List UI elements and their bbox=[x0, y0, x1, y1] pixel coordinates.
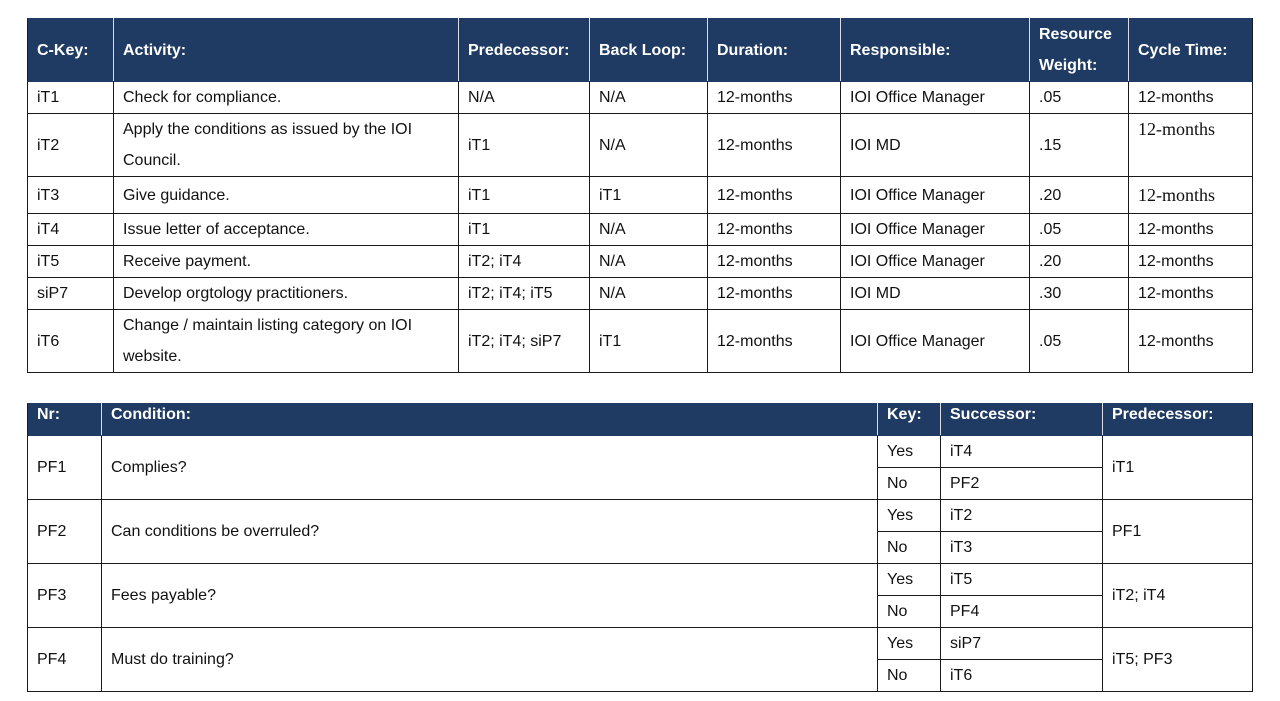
cell-backloop: iT1 bbox=[590, 177, 708, 214]
cell-successor-yes: siP7 bbox=[941, 628, 1103, 660]
cell-ckey: iT5 bbox=[28, 246, 114, 278]
cell-successor-no: iT3 bbox=[941, 532, 1103, 564]
header-key: Key: bbox=[878, 404, 941, 436]
header-duration: Duration: bbox=[708, 19, 841, 82]
cell-successor-yes: iT2 bbox=[941, 500, 1103, 532]
cell-duration: 12-months bbox=[708, 278, 841, 310]
header-responsible: Responsible: bbox=[841, 19, 1030, 82]
cell-predecessor: iT2; iT4 bbox=[1103, 564, 1253, 628]
task-table bbox=[27, 18, 1253, 373]
table-row bbox=[28, 114, 1253, 177]
cell-condition: Complies? bbox=[102, 436, 878, 500]
cell-predecessor: iT2; iT4; iT5 bbox=[459, 278, 590, 310]
cell-key-no: No bbox=[878, 596, 941, 628]
cell-duration: 12-months bbox=[708, 214, 841, 246]
cell-activity: Give guidance. bbox=[114, 177, 459, 214]
cell-ckey: iT2 bbox=[28, 114, 114, 177]
cell-responsible: IOI Office Manager bbox=[841, 177, 1030, 214]
cell-key-no: No bbox=[878, 532, 941, 564]
cell-key-yes: Yes bbox=[878, 564, 941, 596]
cell-cycle: 12-months bbox=[1129, 177, 1253, 214]
cell-cycle: 12-months bbox=[1129, 114, 1253, 177]
cell-successor-no: PF4 bbox=[941, 596, 1103, 628]
header-activity: Activity: bbox=[114, 19, 459, 82]
cell-cycle: 12-months bbox=[1129, 246, 1253, 278]
cell-predecessor: iT5; PF3 bbox=[1103, 628, 1253, 692]
table-row bbox=[28, 564, 1253, 596]
table-row bbox=[28, 177, 1253, 214]
cell-key-yes: Yes bbox=[878, 436, 941, 468]
header-cycle: Cycle Time: bbox=[1129, 19, 1253, 82]
cell-weight: .05 bbox=[1030, 214, 1129, 246]
cell-nr: PF1 bbox=[28, 436, 102, 500]
header-nr: Nr: bbox=[28, 404, 102, 436]
cell-cycle: 12-months bbox=[1129, 278, 1253, 310]
cell-condition: Fees payable? bbox=[102, 564, 878, 628]
cell-predecessor: iT2; iT4 bbox=[459, 246, 590, 278]
table-row bbox=[28, 500, 1253, 532]
cell-backloop: N/A bbox=[590, 114, 708, 177]
cell-successor-no: PF2 bbox=[941, 468, 1103, 500]
cell-successor-no: iT6 bbox=[941, 660, 1103, 692]
cell-weight: .20 bbox=[1030, 177, 1129, 214]
cell-duration: 12-months bbox=[708, 114, 841, 177]
table-row bbox=[28, 246, 1253, 278]
cell-nr: PF2 bbox=[28, 500, 102, 564]
cell-activity: Check for compliance. bbox=[114, 82, 459, 114]
cell-duration: 12-months bbox=[708, 246, 841, 278]
cell-weight: .30 bbox=[1030, 278, 1129, 310]
header-weight: Resource Weight: bbox=[1030, 19, 1129, 82]
cell-cycle: 12-months bbox=[1129, 310, 1253, 373]
header-backloop: Back Loop: bbox=[590, 19, 708, 82]
cell-key-yes: Yes bbox=[878, 500, 941, 532]
cell-responsible: IOI MD bbox=[841, 278, 1030, 310]
cell-key-yes: Yes bbox=[878, 628, 941, 660]
table-row bbox=[28, 214, 1253, 246]
cell-responsible: IOI Office Manager bbox=[841, 246, 1030, 278]
cell-ckey: iT1 bbox=[28, 82, 114, 114]
cell-predecessor: PF1 bbox=[1103, 500, 1253, 564]
cell-responsible: IOI Office Manager bbox=[841, 82, 1030, 114]
header-successor: Successor: bbox=[941, 404, 1103, 436]
cell-activity: Change / maintain listing category on IOI website. bbox=[114, 310, 459, 373]
header-ckey: C-Key: bbox=[28, 19, 114, 82]
cell-duration: 12-months bbox=[708, 177, 841, 214]
cell-condition: Must do training? bbox=[102, 628, 878, 692]
header-condition: Condition: bbox=[102, 404, 878, 436]
cell-nr: PF4 bbox=[28, 628, 102, 692]
cell-key-no: No bbox=[878, 468, 941, 500]
condition-table bbox=[27, 403, 1253, 692]
cell-activity: Apply the conditions as issued by the IOI Council. bbox=[114, 114, 459, 177]
cell-ckey: iT6 bbox=[28, 310, 114, 373]
cell-backloop: iT1 bbox=[590, 310, 708, 373]
cell-predecessor: iT1 bbox=[1103, 436, 1253, 500]
table-row bbox=[28, 436, 1253, 468]
cell-condition: Can conditions be overruled? bbox=[102, 500, 878, 564]
cell-activity: Receive payment. bbox=[114, 246, 459, 278]
table-row bbox=[28, 82, 1253, 114]
cell-predecessor: iT2; iT4; siP7 bbox=[459, 310, 590, 373]
cell-nr: PF3 bbox=[28, 564, 102, 628]
cell-backloop: N/A bbox=[590, 278, 708, 310]
cell-predecessor: N/A bbox=[459, 82, 590, 114]
cell-weight: .05 bbox=[1030, 310, 1129, 373]
condition-header-row bbox=[28, 404, 1253, 436]
table-row bbox=[28, 310, 1253, 373]
cell-responsible: IOI Office Manager bbox=[841, 310, 1030, 373]
cell-activity: Issue letter of acceptance. bbox=[114, 214, 459, 246]
header-predecessor: Predecessor: bbox=[459, 19, 590, 82]
cell-weight: .05 bbox=[1030, 82, 1129, 114]
header-cond-predecessor: Predecessor: bbox=[1103, 404, 1253, 436]
cell-predecessor: iT1 bbox=[459, 177, 590, 214]
table-row bbox=[28, 278, 1253, 310]
cell-ckey: iT4 bbox=[28, 214, 114, 246]
cell-backloop: N/A bbox=[590, 214, 708, 246]
cell-weight: .15 bbox=[1030, 114, 1129, 177]
cell-weight: .20 bbox=[1030, 246, 1129, 278]
cell-backloop: N/A bbox=[590, 246, 708, 278]
cell-activity: Develop orgtology practitioners. bbox=[114, 278, 459, 310]
cell-predecessor: iT1 bbox=[459, 214, 590, 246]
cell-cycle: 12-months bbox=[1129, 214, 1253, 246]
cell-successor-yes: iT4 bbox=[941, 436, 1103, 468]
cell-cycle: 12-months bbox=[1129, 82, 1253, 114]
cell-backloop: N/A bbox=[590, 82, 708, 114]
task-header-row bbox=[28, 19, 1253, 82]
cell-key-no: No bbox=[878, 660, 941, 692]
cell-responsible: IOI MD bbox=[841, 114, 1030, 177]
cell-ckey: iT3 bbox=[28, 177, 114, 214]
cell-successor-yes: iT5 bbox=[941, 564, 1103, 596]
cell-ckey: siP7 bbox=[28, 278, 114, 310]
table-row bbox=[28, 628, 1253, 660]
cell-predecessor: iT1 bbox=[459, 114, 590, 177]
cell-duration: 12-months bbox=[708, 82, 841, 114]
cell-responsible: IOI Office Manager bbox=[841, 214, 1030, 246]
cell-duration: 12-months bbox=[708, 310, 841, 373]
